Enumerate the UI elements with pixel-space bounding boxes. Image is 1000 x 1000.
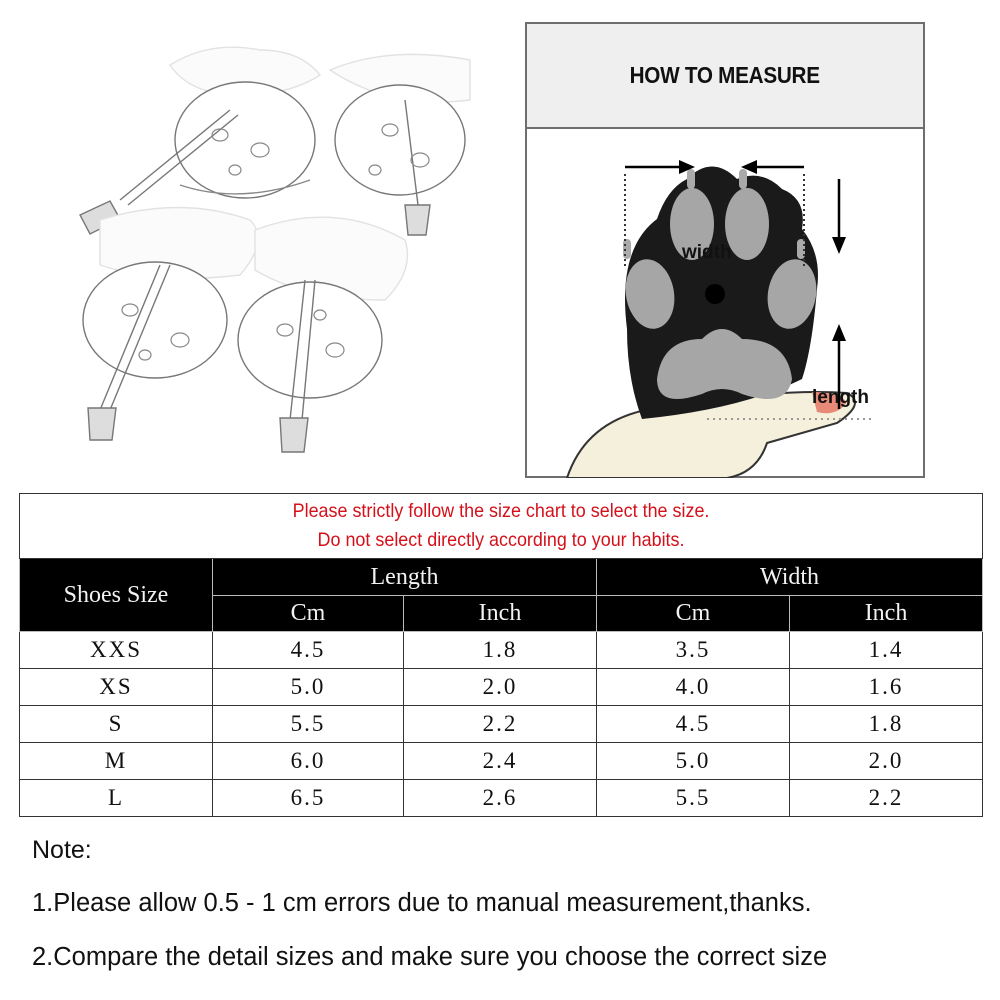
length-inch-cell: 2.6 bbox=[404, 780, 597, 817]
width-cm-cell: 4.5 bbox=[597, 706, 790, 743]
warning-line-2: Do not select directly according to your habits. bbox=[317, 529, 685, 551]
measure-header bbox=[527, 24, 923, 129]
size-warning bbox=[20, 494, 983, 559]
length-inch-cell: 1.8 bbox=[404, 632, 597, 669]
size-cell: M bbox=[20, 743, 213, 780]
notes-section bbox=[32, 836, 828, 971]
size-cell: XS bbox=[20, 669, 213, 706]
length-cm-cell: 5.5 bbox=[213, 706, 404, 743]
length-cm-cell: 4.5 bbox=[213, 632, 404, 669]
width-cm-cell: 4.0 bbox=[597, 669, 790, 706]
table-row bbox=[20, 669, 983, 706]
table-row bbox=[20, 632, 983, 669]
product-image bbox=[60, 20, 480, 480]
header-length-cm: Cm bbox=[213, 596, 404, 632]
warning-line-1: Please strictly follow the size chart to select the size. bbox=[292, 500, 710, 522]
length-label: length bbox=[812, 387, 869, 408]
length-cm-cell: 6.0 bbox=[213, 743, 404, 780]
measure-title: HOW TO MEASURE bbox=[629, 62, 821, 88]
header-width-inch: Inch bbox=[790, 596, 983, 632]
header-width-cm: Cm bbox=[597, 596, 790, 632]
size-cell: L bbox=[20, 780, 213, 817]
length-inch-cell: 2.0 bbox=[404, 669, 597, 706]
size-cell: XXS bbox=[20, 632, 213, 669]
length-inch-cell: 2.4 bbox=[404, 743, 597, 780]
table-row bbox=[20, 743, 983, 780]
table-row bbox=[20, 780, 983, 817]
how-to-measure-panel bbox=[525, 22, 925, 478]
width-cm-cell: 5.5 bbox=[597, 780, 790, 817]
width-inch-cell: 1.8 bbox=[790, 706, 983, 743]
header-length: Length bbox=[213, 559, 597, 596]
width-inch-cell: 1.4 bbox=[790, 632, 983, 669]
width-cm-cell: 5.0 bbox=[597, 743, 790, 780]
length-cm-cell: 5.0 bbox=[213, 669, 404, 706]
width-inch-cell: 1.6 bbox=[790, 669, 983, 706]
width-cm-cell: 3.5 bbox=[597, 632, 790, 669]
note-item-1: 1.Please allow 0.5 - 1 cm errors due to manual measurement,thanks. bbox=[32, 889, 812, 917]
size-chart-table bbox=[19, 493, 983, 817]
paw-print-icon bbox=[527, 129, 923, 478]
notes-heading: Note: bbox=[32, 836, 92, 864]
header-width: Width bbox=[597, 559, 983, 596]
width-inch-cell: 2.0 bbox=[790, 743, 983, 780]
size-cell: S bbox=[20, 706, 213, 743]
width-label: width bbox=[682, 242, 732, 263]
table-row bbox=[20, 706, 983, 743]
header-shoes-size: Shoes Size bbox=[20, 559, 213, 632]
length-inch-cell: 2.2 bbox=[404, 706, 597, 743]
header-length-inch: Inch bbox=[404, 596, 597, 632]
note-item-2: 2.Compare the detail sizes and make sure you choose the correct size bbox=[32, 943, 828, 971]
width-inch-cell: 2.2 bbox=[790, 780, 983, 817]
length-cm-cell: 6.5 bbox=[213, 780, 404, 817]
paw-diagram bbox=[527, 129, 923, 478]
